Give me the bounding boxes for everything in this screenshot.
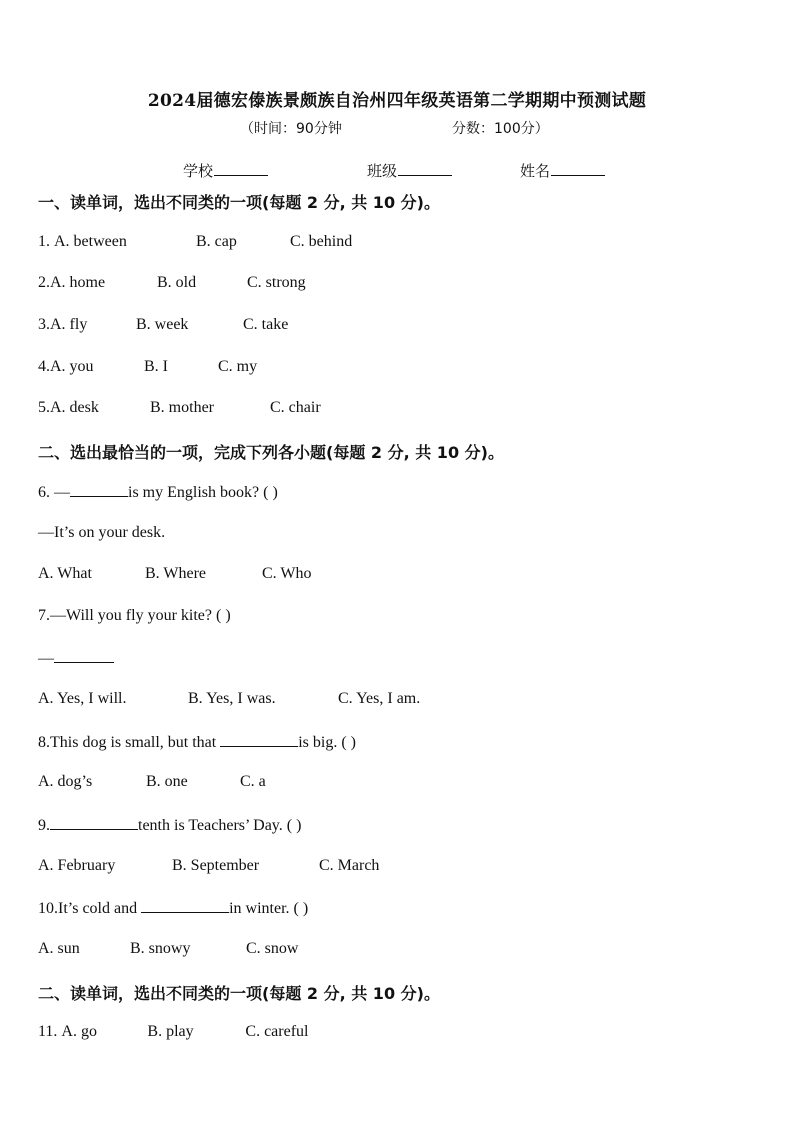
question-10-stem: 10.It’s cold and in winter. ( )	[38, 900, 309, 917]
q10-blank	[141, 898, 229, 913]
q5-option-b: B. mother	[150, 399, 214, 416]
question-4: 4.A. you B. I C. my	[38, 358, 258, 375]
q6-option-b: B. Where	[145, 565, 207, 582]
q8-option-a: A. dog’s	[38, 773, 93, 790]
school-label: 学校	[183, 162, 214, 180]
q3-option-b: B. week	[136, 316, 189, 333]
name-field	[520, 160, 605, 181]
q1-option-c: C. behind	[290, 233, 353, 250]
q6-blank	[70, 482, 128, 497]
question-11: 11. A. go B. play C. careful	[38, 1023, 309, 1040]
q11-option-c: C. careful	[245, 1023, 309, 1040]
class-field	[367, 160, 452, 181]
question-9-stem: 9. tenth is Teachers’ Day. ( )	[38, 817, 302, 834]
question-3: 3.A. fly B. week C. take	[38, 316, 289, 333]
class-blank	[398, 174, 452, 176]
q4-option-a: A. you	[50, 358, 94, 375]
q7-blank	[54, 648, 114, 663]
q11-option-b: B. play	[147, 1023, 194, 1040]
q5-option-a: A. desk	[50, 399, 99, 416]
school-blank	[214, 174, 268, 176]
section-3-title: 二、读单词，选出不同类的一项(每题 2 分, 共 10 分)。	[38, 984, 440, 1003]
q6-option-a: A. What	[38, 565, 92, 582]
question-7-answer: —	[38, 648, 114, 668]
page-title: 2024届德宏傣族景颇族自治州四年级英语第二学期期中预测试题	[147, 91, 647, 111]
q2-option-b: B. old	[157, 274, 197, 291]
question-6-options	[38, 565, 311, 583]
exam-time: （时间：90分钟	[240, 121, 342, 137]
q8-blank	[220, 732, 298, 747]
q4-option-c: C. my	[218, 358, 258, 375]
q7-option-b: B. Yes, I was.	[188, 690, 276, 707]
question-9-options	[38, 857, 379, 875]
q8-option-b: B. one	[146, 773, 188, 790]
q10-option-c: C. snow	[246, 940, 299, 957]
question-7-options	[38, 690, 420, 708]
question-6-answer: —It’s on your desk.	[38, 524, 166, 541]
q10-option-b: B. snowy	[130, 940, 191, 957]
class-label: 班级	[367, 162, 398, 180]
q3-option-a: A. fly	[50, 316, 88, 333]
q3-option-c: C. take	[243, 316, 289, 333]
section-1-title: 一、读单词，选出不同类的一项(每题 2 分, 共 10 分)。	[38, 193, 440, 212]
name-blank	[551, 174, 605, 176]
q6-option-c: C. Who	[262, 565, 312, 582]
question-8-options	[38, 773, 266, 791]
question-2: 2.A. home B. old C. strong	[38, 274, 306, 291]
exam-score: 分数：100分）	[452, 121, 549, 137]
q9-option-a: A. February	[38, 857, 116, 874]
q9-blank	[50, 815, 138, 830]
q10-option-a: A. sun	[38, 940, 80, 957]
question-7-stem: 7.—Will you fly your kite? ( )	[38, 607, 231, 624]
question-1: 1. A. between B. cap C. behind	[38, 233, 353, 250]
school-field	[183, 160, 268, 181]
q9-option-b: B. September	[172, 857, 260, 874]
name-label: 姓名	[520, 162, 551, 180]
q4-option-b: B. I	[144, 358, 168, 375]
q7-option-c: C. Yes, I am.	[338, 690, 421, 707]
question-10-options	[38, 940, 298, 958]
q1-option-a: A. between	[54, 233, 127, 250]
question-8-stem: 8.This dog is small, but that is big. ( )	[38, 734, 356, 751]
q2-option-c: C. strong	[247, 274, 306, 291]
q8-option-c: C. a	[240, 773, 266, 790]
q11-option-a: A. go	[61, 1023, 97, 1040]
q1-option-b: B. cap	[196, 233, 237, 250]
q5-option-c: C. chair	[270, 399, 321, 416]
q7-option-a: A. Yes, I will.	[38, 690, 127, 707]
question-6-stem: 6. — is my English book? ( )	[38, 484, 278, 501]
q2-option-a: A. home	[50, 274, 106, 291]
question-5: 5.A. desk B. mother C. chair	[38, 399, 321, 416]
q9-option-c: C. March	[319, 857, 380, 874]
section-2-title: 二、选出最恰当的一项，完成下列各小题(每题 2 分, 共 10 分)。	[38, 443, 504, 462]
